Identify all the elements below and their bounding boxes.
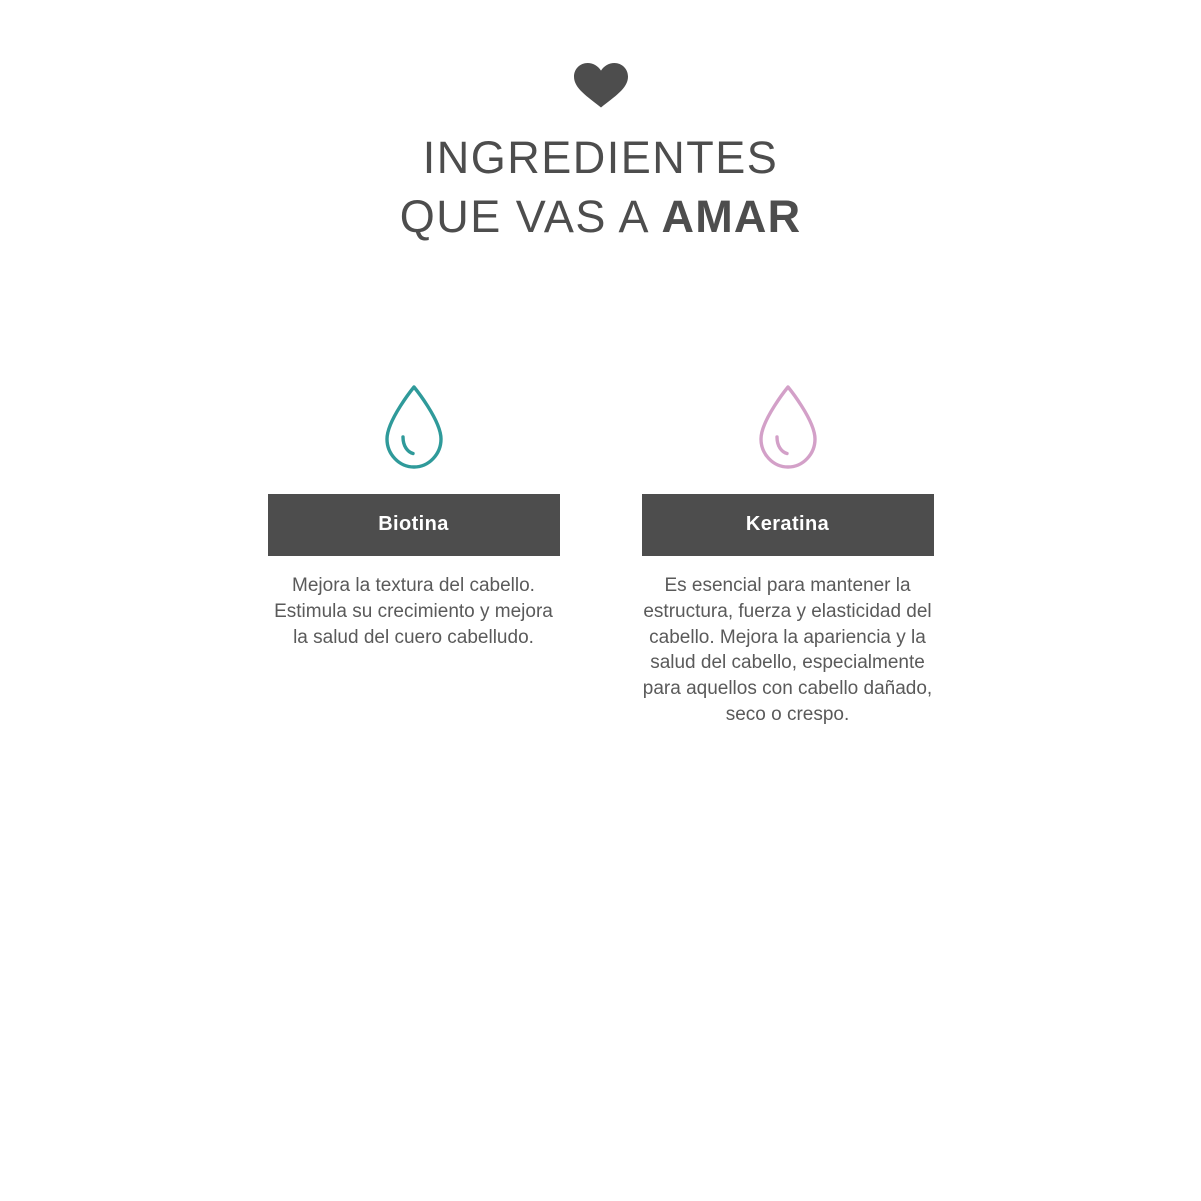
ingredient-name: Biotina <box>268 494 560 556</box>
ingredient-name: Keratina <box>642 494 934 556</box>
ingredient-card-keratina <box>642 378 934 728</box>
heart-icon <box>572 62 630 108</box>
water-drop-icon-wrap <box>379 378 449 478</box>
water-drop-icon-wrap <box>753 378 823 478</box>
water-drop-icon <box>379 382 449 474</box>
title-line-2 <box>0 189 1201 246</box>
ingredient-description: Es esencial para mantener la estructura, fuerza y elasticidad del cabello. Mejora la apariencia y la salud del cabello, especialmente para aquellos con cabello dañado, seco o crespo. <box>642 575 933 726</box>
title-line-1: INGREDIENTES <box>422 132 779 183</box>
ingredient-columns <box>0 378 1201 728</box>
water-drop-icon <box>753 382 823 474</box>
title-line-2-strong: AMAR <box>661 190 802 242</box>
ingredient-description: Mejora la textura del cabello. Estimula su crecimiento y mejora la salud del cuero cabelludo. <box>274 575 553 648</box>
title-line-2-prefix: QUE VAS A <box>399 190 662 242</box>
header <box>0 0 1201 245</box>
page-title <box>0 130 1201 245</box>
ingredient-card-biotina <box>268 378 560 650</box>
